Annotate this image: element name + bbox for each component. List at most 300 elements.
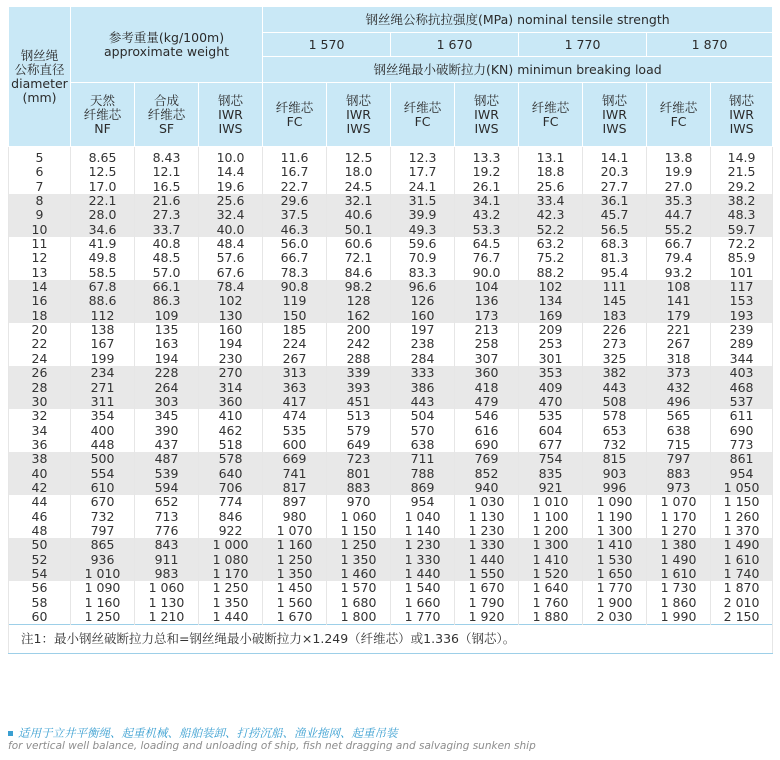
value-cell: 27.0 [647,180,711,194]
value-cell: 1 410 [583,538,647,552]
value-cell: 28.0 [71,208,135,222]
value-cell: 59.6 [391,237,455,251]
diameter-cell: 56 [9,581,71,595]
value-cell: 594 [135,481,199,495]
value-cell: 90.0 [455,266,519,280]
value-cell: 1 160 [263,538,327,552]
value-cell: 649 [327,438,391,452]
value-cell: 72.2 [711,237,773,251]
diameter-cell: 12 [9,251,71,265]
value-cell: 1 190 [583,510,647,524]
value-cell: 134 [519,294,583,308]
value-cell: 78.4 [199,280,263,294]
value-cell: 940 [455,481,519,495]
value-cell: 13.8 [647,147,711,166]
value-cell: 373 [647,366,711,380]
value-cell: 49.8 [71,251,135,265]
subheader-row [9,83,773,147]
value-cell: 111 [583,280,647,294]
diameter-cell: 52 [9,553,71,567]
table-row [9,467,773,481]
diameter-header: 钢丝绳 公称直径 diameter (mm) [9,7,71,147]
value-cell: 1 080 [199,553,263,567]
value-cell: 1 140 [391,524,455,538]
diameter-cell: 48 [9,524,71,538]
value-cell: 25.6 [519,180,583,194]
value-cell: 56.5 [583,223,647,237]
value-cell: 470 [519,395,583,409]
value-cell: 119 [263,294,327,308]
weight-col-nf: 天然 纤维芯 NF [71,83,135,147]
value-cell: 311 [71,395,135,409]
value-cell: 390 [135,424,199,438]
value-cell: 55.2 [647,223,711,237]
diameter-cell: 50 [9,538,71,552]
value-cell: 1 570 [327,581,391,595]
value-cell: 81.3 [583,251,647,265]
value-cell: 45.7 [583,208,647,222]
value-cell: 19.6 [199,180,263,194]
value-cell: 303 [135,395,199,409]
value-cell: 78.3 [263,266,327,280]
value-cell: 130 [199,309,263,323]
value-cell: 1 200 [519,524,583,538]
value-cell: 1 920 [455,610,519,625]
bullet-icon [8,731,13,736]
value-cell: 921 [519,481,583,495]
value-cell: 474 [263,409,327,423]
value-cell: 980 [263,510,327,524]
value-cell: 1 370 [711,524,773,538]
value-cell: 1 490 [711,538,773,552]
table-row [9,280,773,294]
table-row [9,409,773,423]
value-cell: 141 [647,294,711,308]
table-row [9,596,773,610]
value-cell: 167 [71,337,135,351]
value-cell: 49.3 [391,223,455,237]
value-cell: 1 650 [583,567,647,581]
value-cell: 31.5 [391,194,455,208]
value-cell: 109 [135,309,199,323]
value-cell: 34.1 [455,194,519,208]
value-cell: 183 [583,309,647,323]
diameter-cell: 18 [9,309,71,323]
value-cell: 318 [647,352,711,366]
value-cell: 238 [391,337,455,351]
load-col-fc: 纤维芯 FC [263,83,327,147]
value-cell: 1 010 [519,495,583,509]
value-cell: 883 [327,481,391,495]
diameter-cell: 14 [9,280,71,294]
diameter-cell: 22 [9,337,71,351]
value-cell: 39.9 [391,208,455,222]
value-cell: 1 860 [647,596,711,610]
value-cell: 44.7 [647,208,711,222]
value-cell: 983 [135,567,199,581]
grade-1870: 1 870 [647,33,773,57]
table-row [9,251,773,265]
value-cell: 1 010 [71,567,135,581]
diameter-cell: 42 [9,481,71,495]
table-row [9,194,773,208]
value-cell: 732 [71,510,135,524]
value-cell: 33.7 [135,223,199,237]
value-cell: 1 250 [71,610,135,625]
value-cell: 706 [199,481,263,495]
value-cell: 504 [391,409,455,423]
value-cell: 1 520 [519,567,583,581]
diameter-cell: 11 [9,237,71,251]
value-cell: 670 [71,495,135,509]
value-cell: 535 [519,409,583,423]
value-cell: 883 [647,467,711,481]
value-cell: 903 [583,467,647,481]
value-cell: 145 [583,294,647,308]
value-cell: 513 [327,409,391,423]
value-cell: 1 640 [519,581,583,595]
value-cell: 865 [71,538,135,552]
diameter-cell: 30 [9,395,71,409]
value-cell: 43.2 [455,208,519,222]
value-cell: 1 610 [711,553,773,567]
value-cell: 508 [583,395,647,409]
value-cell: 12.1 [135,165,199,179]
value-cell: 715 [647,438,711,452]
value-cell: 90.8 [263,280,327,294]
value-cell: 1 670 [455,581,519,595]
value-cell: 713 [135,510,199,524]
value-cell: 11.6 [263,147,327,166]
value-cell: 400 [71,424,135,438]
value-cell: 652 [135,495,199,509]
value-cell: 108 [647,280,711,294]
value-cell: 173 [455,309,519,323]
value-cell: 1 990 [647,610,711,625]
value-cell: 126 [391,294,455,308]
value-cell: 12.3 [391,147,455,166]
value-cell: 20.3 [583,165,647,179]
value-cell: 835 [519,467,583,481]
value-cell: 797 [71,524,135,538]
value-cell: 38.2 [711,194,773,208]
table-note: 注1：最小钢丝破断拉力总和=钢丝绳最小破断拉力×1.249（纤维芯）或1.336（钢芯）。 [9,625,773,654]
value-cell: 24.5 [327,180,391,194]
weight-col-sf: 合成 纤维芯 SF [135,83,199,147]
table-row [9,424,773,438]
value-cell: 911 [135,553,199,567]
table-row [9,438,773,452]
value-cell: 565 [647,409,711,423]
value-cell: 732 [583,438,647,452]
diameter-cell: 5 [9,147,71,166]
value-cell: 1 440 [199,610,263,625]
diameter-cell: 46 [9,510,71,524]
grade-1570: 1 570 [263,33,391,57]
value-cell: 797 [647,452,711,466]
value-cell: 600 [263,438,327,452]
value-cell: 1 760 [519,596,583,610]
value-cell: 846 [199,510,263,524]
footer-application-cn: 适用于立井平衡绳、起重机械、船舶装卸、打捞沉船、渔业拖网、起重吊装 [8,726,772,740]
value-cell: 409 [519,381,583,395]
value-cell: 136 [455,294,519,308]
value-cell: 448 [71,438,135,452]
value-cell: 539 [135,467,199,481]
value-cell: 98.2 [327,280,391,294]
table-row [9,266,773,280]
diameter-cell: 26 [9,366,71,380]
value-cell: 437 [135,438,199,452]
table-row [9,581,773,595]
value-cell: 1 350 [199,596,263,610]
value-cell: 221 [647,323,711,337]
value-cell: 936 [71,553,135,567]
value-cell: 273 [583,337,647,351]
value-cell: 723 [327,452,391,466]
value-cell: 8.65 [71,147,135,166]
value-cell: 869 [391,481,455,495]
load-col-iwr: 钢芯 IWR IWS [711,83,773,147]
value-cell: 307 [455,352,519,366]
value-cell: 95.4 [583,266,647,280]
value-cell: 554 [71,467,135,481]
value-cell: 224 [263,337,327,351]
value-cell: 301 [519,352,583,366]
table-row [9,495,773,509]
value-cell: 616 [455,424,519,438]
load-col-iwr: 钢芯 IWR IWS [327,83,391,147]
value-cell: 1 450 [263,581,327,595]
table-row [9,309,773,323]
value-cell: 75.2 [519,251,583,265]
value-cell: 19.9 [647,165,711,179]
diameter-cell: 32 [9,409,71,423]
diameter-cell: 60 [9,610,71,625]
value-cell: 487 [135,452,199,466]
value-cell: 267 [263,352,327,366]
value-cell: 14.1 [583,147,647,166]
value-cell: 32.1 [327,194,391,208]
value-cell: 1 250 [263,553,327,567]
value-cell: 1 870 [711,581,773,595]
value-cell: 690 [455,438,519,452]
value-cell: 1 070 [263,524,327,538]
value-cell: 1 740 [711,567,773,581]
value-cell: 37.5 [263,208,327,222]
value-cell: 640 [199,467,263,481]
value-cell: 13.3 [455,147,519,166]
value-cell: 638 [647,424,711,438]
value-cell: 1 030 [455,495,519,509]
value-cell: 344 [711,352,773,366]
value-cell: 638 [391,438,455,452]
value-cell: 242 [327,337,391,351]
diameter-cell: 44 [9,495,71,509]
value-cell: 79.4 [647,251,711,265]
value-cell: 314 [199,381,263,395]
value-cell: 112 [71,309,135,323]
value-cell: 179 [647,309,711,323]
value-cell: 93.2 [647,266,711,280]
value-cell: 53.3 [455,223,519,237]
value-cell: 21.5 [711,165,773,179]
value-cell: 193 [711,309,773,323]
value-cell: 363 [263,381,327,395]
value-cell: 22.7 [263,180,327,194]
value-cell: 774 [199,495,263,509]
value-cell: 88.6 [71,294,135,308]
value-cell: 85.9 [711,251,773,265]
value-cell: 40.8 [135,237,199,251]
value-cell: 1 410 [519,553,583,567]
value-cell: 48.4 [199,237,263,251]
value-cell: 1 250 [199,581,263,595]
value-cell: 843 [135,538,199,552]
value-cell: 33.4 [519,194,583,208]
value-cell: 690 [711,424,773,438]
table-row [9,208,773,222]
table-row [9,337,773,351]
table-row [9,510,773,524]
value-cell: 861 [711,452,773,466]
value-cell: 197 [391,323,455,337]
table-row [9,294,773,308]
value-cell: 1 040 [391,510,455,524]
value-cell: 1 230 [391,538,455,552]
value-cell: 271 [71,381,135,395]
value-cell: 17.0 [71,180,135,194]
value-cell: 741 [263,467,327,481]
value-cell: 2 010 [711,596,773,610]
value-cell: 194 [135,352,199,366]
value-cell: 56.0 [263,237,327,251]
value-cell: 579 [327,424,391,438]
value-cell: 29.2 [711,180,773,194]
value-cell: 1 440 [391,567,455,581]
value-cell: 1 150 [711,495,773,509]
value-cell: 102 [519,280,583,294]
value-cell: 2 030 [583,610,647,625]
table-row [9,237,773,251]
value-cell: 228 [135,366,199,380]
value-cell: 1 210 [135,610,199,625]
value-cell: 1 670 [263,610,327,625]
value-cell: 1 150 [327,524,391,538]
value-cell: 1 610 [647,567,711,581]
value-cell: 96.6 [391,280,455,294]
value-cell: 578 [199,452,263,466]
value-cell: 1 540 [391,581,455,595]
table-row [9,553,773,567]
value-cell: 66.1 [135,280,199,294]
value-cell: 267 [647,337,711,351]
value-cell: 535 [263,424,327,438]
value-cell: 754 [519,452,583,466]
value-cell: 52.2 [519,223,583,237]
spec-table [8,6,773,654]
value-cell: 611 [711,409,773,423]
value-cell: 19.2 [455,165,519,179]
value-cell: 1 230 [455,524,519,538]
value-cell: 32.4 [199,208,263,222]
strength-header: 钢丝绳公称抗拉强度(MPa) nominal tensile strength [263,7,773,33]
breaking-load-header: 钢丝绳最小破断拉力(KN) minimun breaking load [263,57,773,83]
value-cell: 604 [519,424,583,438]
value-cell: 1 130 [135,596,199,610]
diameter-cell: 28 [9,381,71,395]
value-cell: 1 350 [263,567,327,581]
value-cell: 13.1 [519,147,583,166]
table-row [9,366,773,380]
value-cell: 14.9 [711,147,773,166]
table-row [9,352,773,366]
value-cell: 24.1 [391,180,455,194]
value-cell: 12.5 [327,147,391,166]
value-cell: 21.6 [135,194,199,208]
table-row [9,180,773,194]
value-cell: 1 250 [327,538,391,552]
value-cell: 288 [327,352,391,366]
value-cell: 16.5 [135,180,199,194]
diameter-cell: 54 [9,567,71,581]
value-cell: 546 [455,409,519,423]
value-cell: 1 790 [455,596,519,610]
value-cell: 26.1 [455,180,519,194]
value-cell: 64.5 [455,237,519,251]
value-cell: 289 [711,337,773,351]
value-cell: 773 [711,438,773,452]
value-cell: 230 [199,352,263,366]
value-cell: 432 [647,381,711,395]
value-cell: 27.3 [135,208,199,222]
value-cell: 345 [135,409,199,423]
table-row [9,323,773,337]
value-cell: 1 350 [327,553,391,567]
value-cell: 653 [583,424,647,438]
diameter-cell: 13 [9,266,71,280]
value-cell: 801 [327,467,391,481]
value-cell: 1 270 [647,524,711,538]
value-cell: 313 [263,366,327,380]
value-cell: 160 [391,309,455,323]
value-cell: 239 [711,323,773,337]
grade-1770: 1 770 [519,33,647,57]
value-cell: 200 [327,323,391,337]
value-cell: 70.9 [391,251,455,265]
value-cell: 922 [199,524,263,538]
value-cell: 897 [263,495,327,509]
value-cell: 162 [327,309,391,323]
value-cell: 14.4 [199,165,263,179]
value-cell: 360 [455,366,519,380]
value-cell: 393 [327,381,391,395]
value-cell: 325 [583,352,647,366]
value-cell: 443 [583,381,647,395]
value-cell: 451 [327,395,391,409]
value-cell: 258 [455,337,519,351]
value-cell: 1 490 [647,553,711,567]
value-cell: 35.3 [647,194,711,208]
value-cell: 677 [519,438,583,452]
value-cell: 1 300 [519,538,583,552]
footer [8,726,772,753]
value-cell: 1 900 [583,596,647,610]
load-col-iwr: 钢芯 IWR IWS [455,83,519,147]
value-cell: 386 [391,381,455,395]
diameter-cell: 38 [9,452,71,466]
diameter-cell: 20 [9,323,71,337]
